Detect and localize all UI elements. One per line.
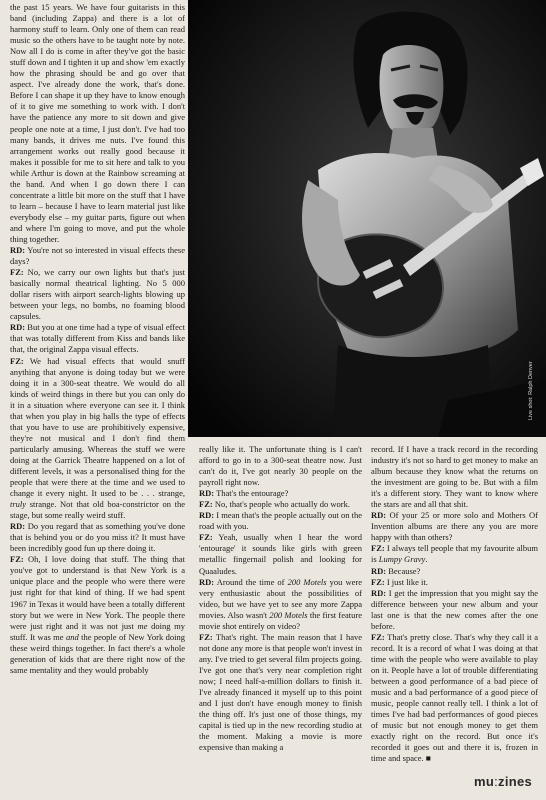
- text-run: you were very enthusiastic about the possibilities of video, but we have yet to see any more Zappa movies. Also wasn't: [199, 576, 362, 620]
- text-run: I just like it.: [384, 576, 428, 587]
- italic-text: and: [65, 631, 79, 642]
- speaker-label: FZ:: [371, 631, 385, 642]
- paragraph: [10, 554, 185, 676]
- italic-text: 200 Motels: [287, 576, 327, 587]
- paragraph: [371, 632, 538, 765]
- paragraph: [199, 488, 362, 499]
- speaker-label: RD:: [199, 488, 215, 499]
- text-run: You're not so interested in visual effects these days?: [10, 245, 185, 267]
- text-run: the people of New York doing these weird things together. In fact there's a whole generation of kids that are there right now of the same mentality and they would probably: [10, 631, 185, 675]
- paragraph: [10, 322, 185, 355]
- article-column-2: [199, 444, 362, 788]
- speaker-label: FZ:: [199, 631, 213, 642]
- photo-illustration: [188, 0, 546, 437]
- speaker-label: RD:: [199, 576, 215, 587]
- text-run: record. If I have a track record in the recording industry it's not so hard to get money to make an album because they know what the returns on the investment are going to be. But with a film it's a different story. They want to know where the stars are and all that shit.: [371, 444, 538, 510]
- speaker-label: RD:: [371, 565, 387, 576]
- text-run: strange. Not that old boa-constrictor on the stage, but some really weird stuff.: [10, 499, 185, 521]
- italic-text: Lumpy Gravy: [378, 554, 426, 565]
- paragraph: [199, 499, 362, 510]
- text-run: Do you regard that as something you've done that is behind you or do you miss it? It must have been incredibly good fun up there doing it.: [10, 521, 185, 554]
- text-run: I mean that's the people actually out on the road with you.: [199, 510, 362, 532]
- article-column-3: [371, 444, 538, 774]
- text-run: doing my stuff. It was me: [10, 620, 185, 642]
- paragraph: [371, 444, 538, 510]
- photo-credit: Live shot: Ralph Denver: [528, 361, 534, 420]
- paragraph: [10, 245, 185, 267]
- paragraph: [199, 444, 362, 488]
- text-run: really like it. The unfortunate thing is I can't afford to go in to a 300-seat theatre now. Just can't do it, I've got nearly 30 people on the payroll right now.: [199, 444, 362, 488]
- paragraph: [371, 510, 538, 543]
- paragraph: [199, 532, 362, 576]
- paragraph: [10, 2, 185, 245]
- text-run: I always tell people that my favourite album is: [371, 543, 538, 565]
- concert-photo: [188, 0, 546, 437]
- paragraph: [371, 577, 538, 588]
- speaker-label: FZ:: [199, 532, 213, 543]
- text-run: No, that's people who actually do work.: [212, 499, 350, 510]
- paragraph: [10, 521, 185, 554]
- speaker-label: FZ:: [10, 554, 24, 565]
- speaker-label: FZ:: [10, 355, 24, 366]
- text-run: We had visual effects that would snuff anything that anyone is doing today but we were doing it in a 300-seat theatre. We would do all kinds of weird things in there but you can only do it in a situation where everyone can see it. I think that when you play in big halls the type of effects that you have to use are prohibitively expensive, they're not musical and I don't find them particularly amusing. Whereas the stuff we were doing at the Garrick Theatre happened on a lot of different levels, it was a personalised thing for the people that were there at the time and we used to change it every night. It used to be . . . strange,: [10, 355, 185, 499]
- article-column-1: [10, 2, 185, 790]
- paragraph: [371, 543, 538, 565]
- italic-text: me: [137, 620, 148, 631]
- paragraph: [371, 566, 538, 577]
- text-run: Around the time of: [214, 576, 288, 587]
- speaker-label: RD:: [10, 521, 26, 532]
- text-run: Yeah, usually when I hear the word 'entourage' it sounds like girls with green metallic fingernail polish and looking for Quaaludes.: [199, 532, 362, 576]
- text-run: Because?: [386, 565, 421, 576]
- speaker-label: RD:: [10, 322, 26, 333]
- text-run: Oh, I love doing that stuff. The thing that you've got to understand is that New York is a unique place and the people who were there were just right for that kind of thing. If we had spent 1967 in Texas it would have been a totally different story but we were in New York. The people there were just right and it was not just: [10, 554, 185, 631]
- text-run: But you at one time had a type of visual effect that was totally different from Kiss and bands like that, the original Zappa visual effects.: [10, 322, 185, 355]
- text-run: No, we carry our own lights but that's just basically normal theatrical lighting. No 5 000 dollar risers with airport search-lights blowing up between your legs, no bombs, no foaming blood capsules.: [10, 267, 185, 322]
- paragraph: [10, 267, 185, 322]
- italic-text: 200 Motels: [269, 609, 308, 620]
- speaker-label: RD:: [199, 510, 215, 521]
- text-run: I get the impression that you might say the difference between your new album and your last one is that the new comes after the one before.: [371, 587, 538, 631]
- speaker-label: FZ:: [371, 543, 385, 554]
- text-run: the past 15 years. We have four guitarists in this band (including Zappa) and there is a lot of harmony stuff to learn. Only one of them can read music so the others have to be taught note by note. Now all I do is come in after they've got the basic stuff down and I tighten it up and show 'em exactly how the phrasing should be and go over that aspect. I've already done the work, that's done. Before I can shape it up they have to know enough of it to give me something to work with. I don't have the patience any more to sit down and give people one note at a time, I just don't. I've had too many bands, it drives me nuts. I've found this arrangement works out really good because it makes it possible for me to sit here and talk to you while Arthur is down at the Rainbow screaming at the band. And when I go down there I can concentrate a little bit more on the stuff that I have to learn – because I have to learn material just like everybody else – my guitar parts, figure out when and where I'm going to move, and put the whole thing together.: [10, 2, 185, 244]
- speaker-label: RD:: [10, 245, 26, 256]
- text-run: Of your 25 or more solo and Mothers Of Invention albums are there any you are more happy with than others?: [371, 510, 538, 543]
- paragraph: [371, 588, 538, 632]
- text-run: That's right. The main reason that I have not done any more is that people won't invest in any. I've tried to get several film projects going. I've got one that's very near completion right now; I need half-a-million dollars to finish it. I've already financed it myself up to this point and I just don't have enough money to finish the thing off. It's just one of those things, my capital is tied up in the new recording studio at the moment. Making a movie is more expensive than making a: [199, 631, 362, 753]
- paragraph: [199, 577, 362, 632]
- text-run: That's the entourage?: [214, 488, 289, 499]
- paragraph: [10, 356, 185, 522]
- text-run: the first feature movie shot entirely on video?: [199, 609, 362, 631]
- text-run: That's pretty close. That's why they call it a record. It is a record of what I was doing at that time with the people who were available to play on it. People have a lot of trouble differentiating between a good performance of a bad piece of music and a bad performance of a good piece of music, people cannot really tell. I think a lot of times I've had bad performances of good pieces of music but not enough money to get them exactly right on the record. But once it's recorded it goes out and there it is, frozen in time and space. ■: [371, 631, 538, 764]
- paragraph: [199, 632, 362, 754]
- paragraph: [199, 510, 362, 532]
- muzines-logo: mu:zines: [474, 774, 533, 789]
- speaker-label: FZ:: [199, 499, 213, 510]
- speaker-label: FZ:: [371, 576, 385, 587]
- speaker-label: RD:: [371, 510, 387, 521]
- text-run: .: [425, 554, 428, 565]
- speaker-label: FZ:: [10, 267, 24, 278]
- speaker-label: RD:: [371, 587, 387, 598]
- italic-text: truly: [10, 499, 27, 510]
